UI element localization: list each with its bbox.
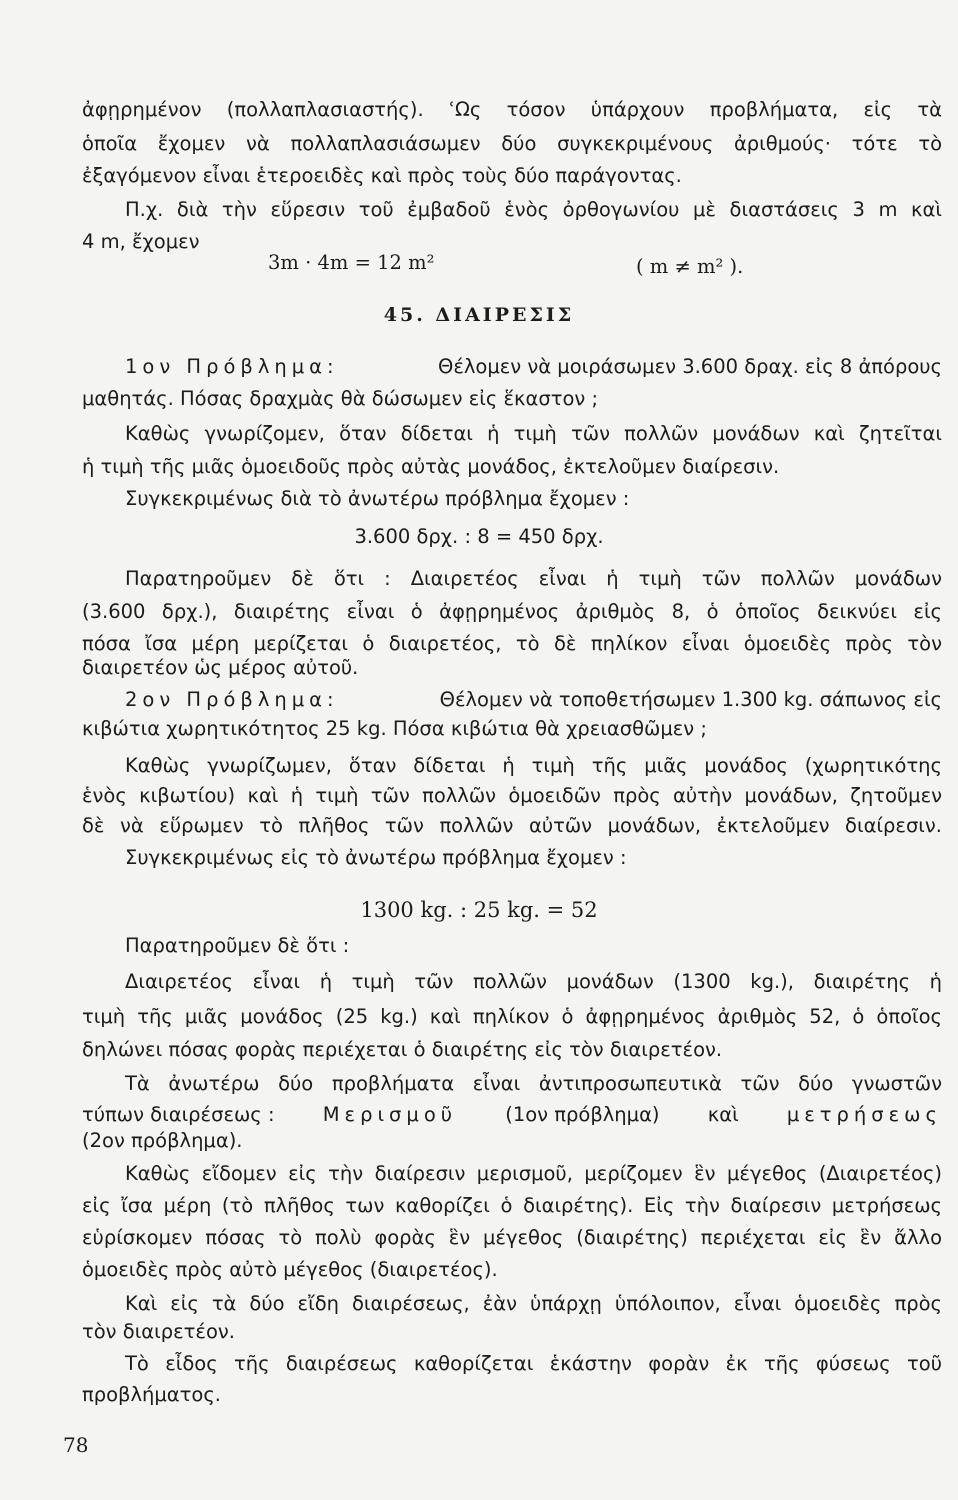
page-number: 78 (63, 1433, 89, 1457)
text-line: Τὸ εἶδος τῆς διαιρέσεως καθορίζεται ἑκάστην φορὰν ἐκ τῆς φύσεως τοῦ (125, 1352, 942, 1375)
text-line: δὲ νὰ εὕρωμεν τὸ πλῆθος τῶν πολλῶν αὐτῶν μονάδων, ἐκτελοῦμεν διαίρεσιν. (82, 814, 942, 837)
section-heading: 45. ΔΙΑΙΡΕΣΙΣ (383, 304, 575, 326)
text-line: ὁποῖα ἔχομεν νὰ πολλαπλασιάσωμεν δύο συγκεκριμένους ἀριθμούς· τότε τὸ (82, 132, 942, 155)
text-line: ἐξαγόμενον εἶναι ἑτεροειδὲς καὶ πρὸς τοὺς δύο παράγοντας. (82, 164, 682, 187)
problem1-label: 1ον Πρόβλημα: (125, 355, 339, 378)
text-line: ἡ τιμὴ τῆς μιᾶς ὁμοειδοῦς πρὸς αὐτὰς μονάδος, ἐκτελοῦμεν διαίρεσιν. (82, 455, 780, 478)
types-intro: τύπων διαιρέσεως : (82, 1103, 275, 1126)
text-line: (2ον πρόβλημα). (82, 1129, 243, 1152)
text-line: Παρατηροῦμεν δὲ ὅτι : Διαιρετέος εἶναι ἡ τιμὴ τῶν πολλῶν μονάδων (125, 567, 942, 590)
type-metrisis: μετρήσεως (786, 1103, 942, 1126)
problem2-label: 2ον Πρόβλημα: (125, 688, 339, 711)
text-line: Παρατηροῦμεν δὲ ὅτι : (125, 934, 350, 957)
type-merismos: Μερισμοῦ (322, 1103, 458, 1126)
formula-division-2: 1300 kg. : 25 kg. = 52 (360, 898, 598, 922)
problem1-text: Θέλομεν νὰ μοιράσωμεν 3.600 δραχ. εἰς 8 ἀπόρους (437, 355, 942, 378)
text-line: Διαιρετέος εἶναι ἡ τιμὴ τῶν πολλῶν μονάδων (1300 kg.), διαιρέτης ἡ (125, 970, 942, 993)
formula-note: ( m ≠ m² ). (636, 255, 744, 278)
type-merismos-note: (1ον πρόβλημα) (505, 1103, 660, 1126)
problem2-first-line (125, 688, 942, 712)
text-line: ἀφῃρημένον (πολλαπλασιαστής). ʿΩς τόσον ὑπάρχουν προβλήματα, εἰς τὰ (82, 98, 942, 121)
text-line: τιμὴ τῆς μιᾶς μονάδος (25 kg.) καὶ πηλίκον ὁ ἀφῃρημένος ἀριθμὸς 52, ὁ ὁποῖος (82, 1005, 942, 1028)
text-line: Καὶ εἰς τὰ δύο εἴδη διαιρέσεως, ἐὰν ὑπάρχῃ ὑπόλοιπον, εἶναι ὁμοειδὲς πρὸς (125, 1292, 942, 1315)
text-line: ἑνὸς κιβωτίου) καὶ ἡ τιμὴ τῶν πολλῶν ὁμοειδῶν πρὸς αὐτὴν μονάδων, ζητοῦμεν (82, 784, 942, 807)
text-line: (3.600 δρχ.), διαιρέτης εἶναι ὁ ἀφῃρημένος ἀριθμὸς 8, ὁ ὁποῖος δεικνύει εἰς (82, 600, 942, 623)
text-line: εὑρίσκομεν πόσας τὸ πολὺ φορὰς ἓν μέγεθος (διαιρέτης) περιέχεται εἰς ἓν ἄλλο (82, 1226, 942, 1249)
text-line: Καθὼς γνωρίζωμεν, ὅταν δίδεται ἡ τιμὴ τῆς μιᾶς μονάδος (χωρητικότης (125, 754, 942, 777)
text-line: Συγκεκριμένως διὰ τὸ ἀνωτέρω πρόβλημα ἔχομεν : (125, 487, 630, 510)
text-line: τὸν διαιρετέον. (82, 1320, 235, 1343)
formula-division-1: 3.600 δρχ. : 8 = 450 δρχ. (354, 525, 604, 548)
types-line (82, 1103, 942, 1127)
problem1-first-line (125, 355, 942, 379)
text-line: εἰς ἴσα μέρη (τὸ πλῆθος των καθορίζει ὁ διαιρέτης). Εἰς τὴν διαίρεσιν μετρήσεως (82, 1194, 942, 1217)
formula-area: 3m · 4m = 12 m² (268, 251, 435, 274)
text-line: Καθὼς εἴδομεν εἰς τὴν διαίρεσιν μερισμοῦ, μερίζομεν ἓν μέγεθος (Διαιρετέος) (125, 1162, 942, 1185)
text-line: μαθητάς. Πόσας δραχμὰς θὰ δώσωμεν εἰς ἕκαστον ; (82, 387, 599, 410)
types-and: καὶ (707, 1103, 739, 1126)
text-line: δηλώνει πόσας φορὰς περιέχεται ὁ διαιρέτης εἰς τὸν διαιρετέον. (82, 1038, 723, 1061)
text-line: 4 m, ἔχομεν (82, 230, 200, 253)
text-line: Τὰ ἀνωτέρω δύο προβλήματα εἶναι ἀντιπροσωπευτικὰ τῶν δύο γνωστῶν (125, 1072, 942, 1095)
text-line: Συγκεκριμένως εἰς τὸ ἀνωτέρω πρόβλημα ἔχομεν : (125, 846, 627, 869)
text-line: προβλήματος. (82, 1383, 221, 1406)
text-line: διαιρετέον ὡς μέρος αὐτοῦ. (82, 656, 359, 679)
text-line: Π.χ. διὰ τὴν εὕρεσιν τοῦ ἐμβαδοῦ ἑνὸς ὀρθογωνίου μὲ διαστάσεις 3 m καὶ (125, 198, 942, 221)
text-line: Καθὼς γνωρίζομεν, ὅταν δίδεται ἡ τιμὴ τῶν πολλῶν μονάδων καὶ ζητεῖται (125, 422, 942, 445)
text-line: ὁμοειδὲς πρὸς αὐτὸ μέγεθος (διαιρετέος). (82, 1258, 498, 1281)
text-line: πόσα ἴσα μέρη μερίζεται ὁ διαιρετέος, τὸ δὲ πηλίκον εἶναι ὁμοειδὲς πρὸς τὸν (82, 632, 942, 655)
text-line: κιβώτια χωρητικότητος 25 kg. Πόσα κιβώτια θὰ χρειασθῶμεν ; (82, 717, 707, 740)
problem2-text: Θέλομεν νὰ τοποθετήσωμεν 1.300 kg. σάπωνος εἰς (439, 688, 942, 711)
